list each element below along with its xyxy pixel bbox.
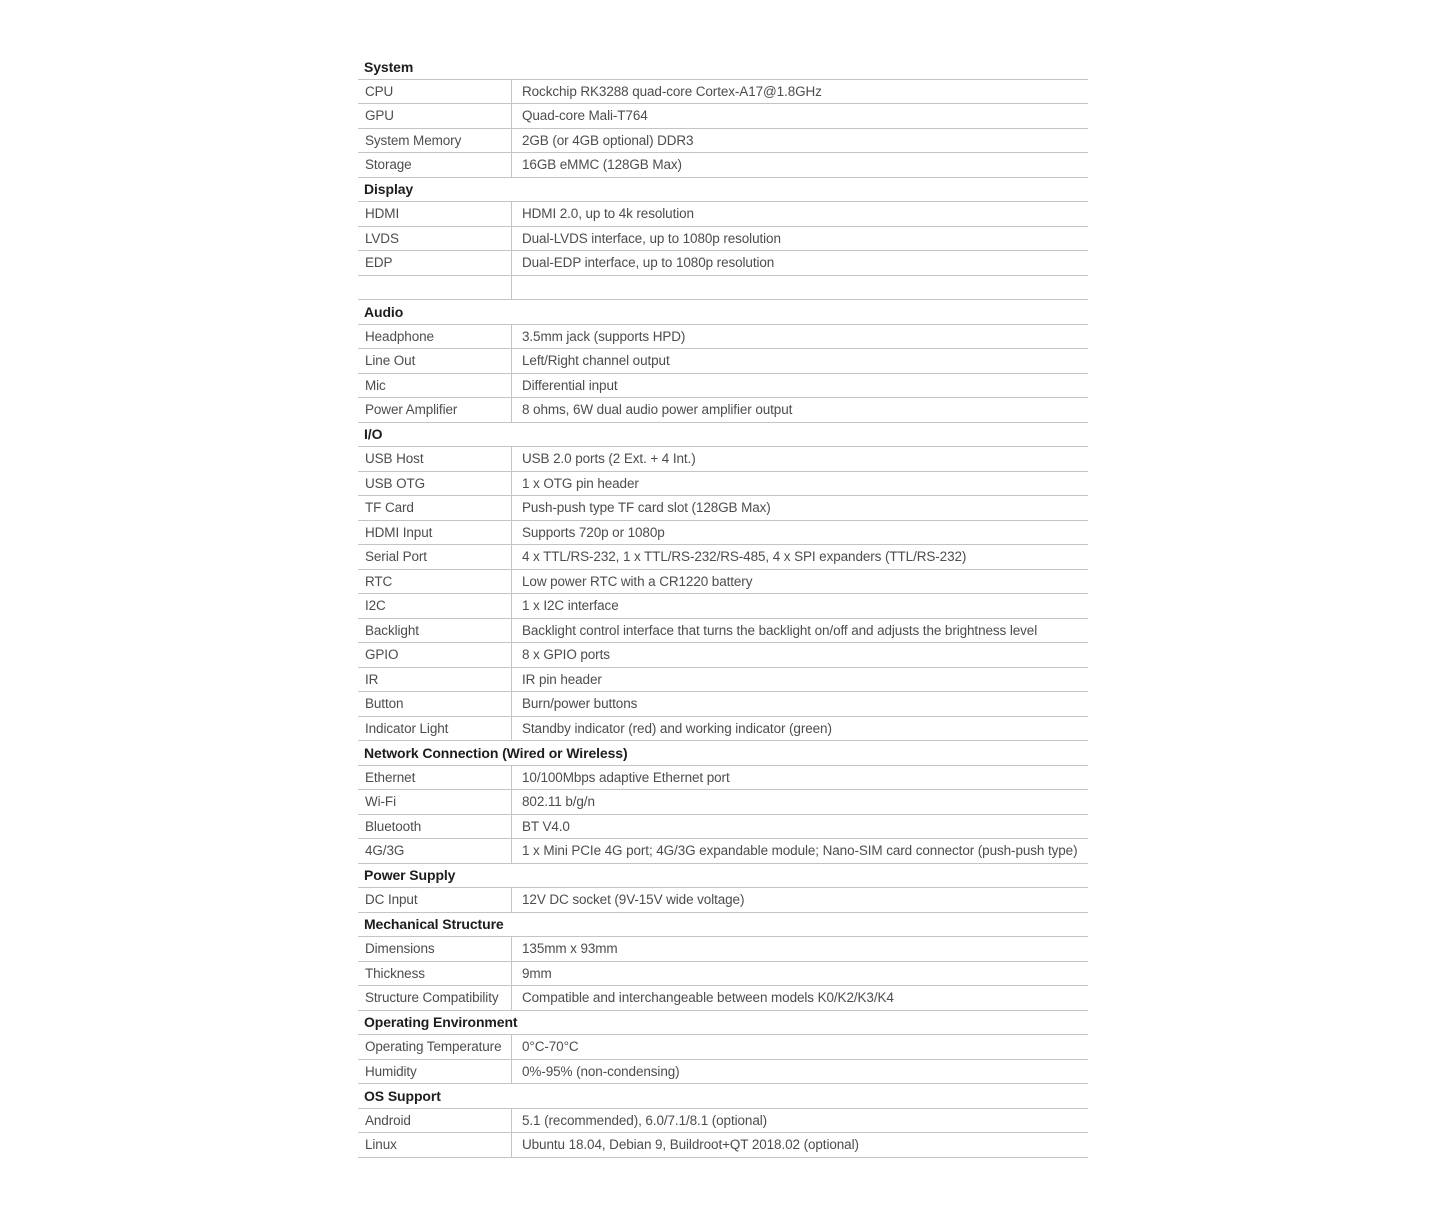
spec-row <box>358 594 1088 619</box>
spec-label: Operating Temperature <box>358 1035 512 1059</box>
spec-row <box>358 276 1088 301</box>
spec-value: BT V4.0 <box>522 818 570 834</box>
spec-row <box>358 570 1088 595</box>
spec-label: Power Amplifier <box>358 398 512 422</box>
spec-value: Standby indicator (red) and working indicator (green) <box>522 720 832 736</box>
spec-value: Burn/power buttons <box>522 696 638 712</box>
spec-value: 3.5mm jack (supports HPD) <box>522 328 686 344</box>
spec-value: Backlight control interface that turns the backlight on/off and adjusts the brightness level <box>522 622 1038 638</box>
spec-row <box>358 472 1088 497</box>
spec-row <box>358 153 1088 178</box>
spec-label: HDMI <box>358 202 512 226</box>
spec-label: Humidity <box>358 1060 512 1084</box>
spec-value: USB 2.0 ports (2 Ext. + 4 Int.) <box>522 451 696 467</box>
spec-label: Wi-Fi <box>358 790 512 814</box>
spec-label: Linux <box>358 1133 512 1157</box>
spec-value <box>512 276 1088 300</box>
section-header: Audio <box>358 300 1088 325</box>
spec-label: Android <box>358 1109 512 1133</box>
spec-value: 2GB (or 4GB optional) DDR3 <box>522 132 694 148</box>
spec-row <box>358 766 1088 791</box>
spec-label: HDMI Input <box>358 521 512 545</box>
spec-value: 12V DC socket (9V-15V wide voltage) <box>522 892 745 908</box>
spec-row <box>358 1035 1088 1060</box>
spec-value: 1 x OTG pin header <box>522 475 639 491</box>
spec-label: IR <box>358 668 512 692</box>
spec-row <box>358 888 1088 913</box>
spec-row <box>358 325 1088 350</box>
section-header: System <box>358 55 1088 80</box>
spec-label: Thickness <box>358 962 512 986</box>
spec-label: GPIO <box>358 643 512 667</box>
section-header: I/O <box>358 423 1088 448</box>
spec-row <box>358 1109 1088 1134</box>
spec-value: 802.11 b/g/n <box>522 794 595 810</box>
spec-label: Ethernet <box>358 766 512 790</box>
spec-value: Dual-EDP interface, up to 1080p resolution <box>522 255 775 271</box>
spec-label: CPU <box>358 80 512 104</box>
spec-label: Button <box>358 692 512 716</box>
spec-row <box>358 692 1088 717</box>
spec-row <box>358 521 1088 546</box>
spec-value: 9mm <box>522 965 552 981</box>
spec-value: 135mm x 93mm <box>522 941 618 957</box>
section-header: Power Supply <box>358 864 1088 889</box>
spec-value: Left/Right channel output <box>522 353 670 369</box>
spec-label: Mic <box>358 374 512 398</box>
spec-row <box>358 643 1088 668</box>
spec-label: Headphone <box>358 325 512 349</box>
spec-label: DC Input <box>358 888 512 912</box>
spec-row <box>358 986 1088 1011</box>
spec-value: Differential input <box>522 377 618 393</box>
spec-label: Indicator Light <box>358 717 512 741</box>
spec-label: Storage <box>358 153 512 177</box>
spec-value: 10/100Mbps adaptive Ethernet port <box>522 769 730 785</box>
spec-row <box>358 962 1088 987</box>
spec-value: 4 x TTL/RS-232, 1 x TTL/RS-232/RS-485, 4 x SPI expanders (TTL/RS-232) <box>522 549 967 565</box>
spec-row <box>358 790 1088 815</box>
section-header: Mechanical Structure <box>358 913 1088 938</box>
spec-row <box>358 717 1088 742</box>
spec-row <box>358 202 1088 227</box>
spec-value: Dual-LVDS interface, up to 1080p resolution <box>522 230 781 246</box>
spec-value: 5.1 (recommended), 6.0/7.1/8.1 (optional) <box>522 1112 768 1128</box>
spec-value: Low power RTC with a CR1220 battery <box>522 573 753 589</box>
spec-label: Dimensions <box>358 937 512 961</box>
spec-row <box>358 104 1088 129</box>
spec-label: Backlight <box>358 619 512 643</box>
spec-label <box>358 276 512 300</box>
spec-value: 0%-95% (non-condensing) <box>522 1063 680 1079</box>
spec-row <box>358 545 1088 570</box>
spec-value: 0°C-70°C <box>522 1039 579 1055</box>
spec-row <box>358 668 1088 693</box>
spec-label: Bluetooth <box>358 815 512 839</box>
spec-row <box>358 447 1088 472</box>
spec-row <box>358 374 1088 399</box>
spec-value: HDMI 2.0, up to 4k resolution <box>522 206 694 222</box>
spec-label: Line Out <box>358 349 512 373</box>
spec-label: RTC <box>358 570 512 594</box>
spec-label: TF Card <box>358 496 512 520</box>
section-header: Operating Environment <box>358 1011 1088 1036</box>
spec-label: GPU <box>358 104 512 128</box>
spec-row <box>358 1060 1088 1085</box>
section-header: OS Support <box>358 1084 1088 1109</box>
spec-table <box>358 55 1088 1158</box>
spec-value: 8 ohms, 6W dual audio power amplifier output <box>522 402 793 418</box>
section-header: Network Connection (Wired or Wireless) <box>358 741 1088 766</box>
spec-label: Serial Port <box>358 545 512 569</box>
spec-row <box>358 496 1088 521</box>
spec-row <box>358 1133 1088 1158</box>
spec-row <box>358 349 1088 374</box>
spec-label: Structure Compatibility <box>358 986 512 1010</box>
spec-label: EDP <box>358 251 512 275</box>
spec-row <box>358 815 1088 840</box>
spec-value: 1 x I2C interface <box>522 598 619 614</box>
spec-row <box>358 80 1088 105</box>
spec-row <box>358 129 1088 154</box>
spec-value: IR pin header <box>522 671 602 687</box>
spec-label: USB OTG <box>358 472 512 496</box>
spec-row <box>358 619 1088 644</box>
spec-value: 1 x Mini PCIe 4G port; 4G/3G expandable module; Nano-SIM card connector (push-push type) <box>522 843 1078 859</box>
spec-row <box>358 937 1088 962</box>
spec-label: 4G/3G <box>358 839 512 863</box>
spec-label: USB Host <box>358 447 512 471</box>
spec-value: Compatible and interchangeable between models K0/K2/K3/K4 <box>522 990 894 1006</box>
spec-value: Supports 720p or 1080p <box>522 524 665 540</box>
spec-value: Ubuntu 18.04, Debian 9, Buildroot+QT 2018.02 (optional) <box>522 1137 859 1153</box>
spec-value: Quad-core Mali-T764 <box>522 108 648 124</box>
spec-value: 16GB eMMC (128GB Max) <box>522 157 682 173</box>
spec-label: LVDS <box>358 227 512 251</box>
spec-row <box>358 398 1088 423</box>
spec-row <box>358 227 1088 252</box>
spec-value: Push-push type TF card slot (128GB Max) <box>522 500 771 516</box>
spec-row <box>358 839 1088 864</box>
spec-row <box>358 251 1088 276</box>
spec-label: System Memory <box>358 129 512 153</box>
section-header: Display <box>358 178 1088 203</box>
spec-value: Rockchip RK3288 quad-core Cortex-A17@1.8GHz <box>522 83 822 99</box>
spec-label: I2C <box>358 594 512 618</box>
spec-value: 8 x GPIO ports <box>522 647 610 663</box>
